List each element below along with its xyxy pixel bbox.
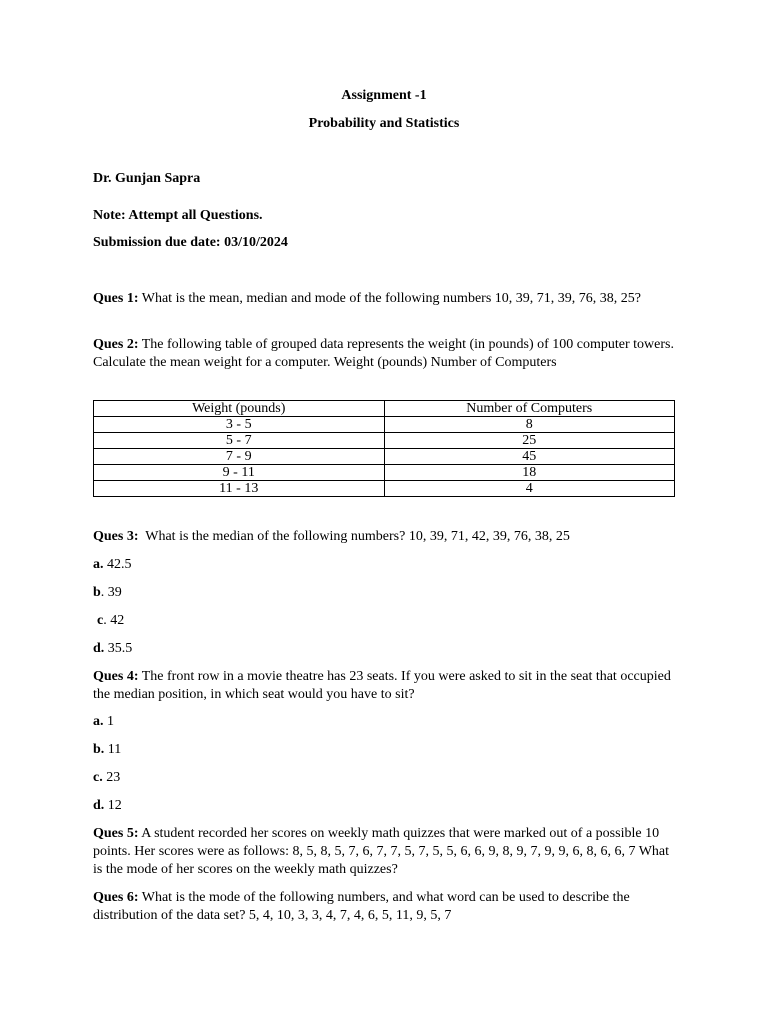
course-title: Probability and Statistics bbox=[308, 116, 460, 131]
question-2-text: The following table of grouped data represents the weight (in pounds) of 100 computer towers. Calculate the mean weight for a computer. Weight (pounds) Number of Computers bbox=[93, 337, 674, 370]
question-4-label: Ques 4: bbox=[93, 669, 139, 684]
question-4-option-c bbox=[93, 769, 675, 787]
question-3-option-c bbox=[97, 612, 679, 630]
question-6-text: What is the mode of the following numbers, and what word can be used to describe the distribution of the data set? 5, 4, 10, 3, 3, 4, 7, 4, 6, 5, 11, 9, 5, 7 bbox=[93, 890, 630, 923]
question-3-option-d bbox=[93, 640, 675, 658]
option-key: d. bbox=[93, 641, 105, 656]
option-text: 35.5 bbox=[104, 641, 133, 656]
option-text: 11 bbox=[104, 742, 122, 757]
option-text: 1 bbox=[103, 714, 114, 729]
option-text: . 39 bbox=[100, 585, 122, 600]
table-cell-weight: 9 - 11 bbox=[94, 465, 385, 481]
weight-table bbox=[93, 400, 675, 497]
table-row bbox=[94, 433, 675, 449]
table-header-weight: Weight (pounds) bbox=[94, 401, 385, 417]
table-header-count: Number of Computers bbox=[384, 401, 675, 417]
option-key: c. bbox=[93, 770, 103, 785]
option-text: 42.5 bbox=[103, 557, 132, 572]
table-row bbox=[94, 449, 675, 465]
option-key: a. bbox=[93, 714, 104, 729]
due-date: Submission due date: 03/10/2024 bbox=[93, 235, 288, 250]
table-cell-weight: 7 - 9 bbox=[94, 449, 385, 465]
option-key: b bbox=[93, 585, 101, 600]
question-4 bbox=[93, 668, 675, 704]
question-4-option-b bbox=[93, 741, 675, 759]
option-key: d. bbox=[93, 798, 105, 813]
table-row bbox=[94, 417, 675, 433]
question-3 bbox=[93, 528, 675, 546]
author-name: Dr. Gunjan Sapra bbox=[93, 171, 201, 186]
instructions-note: Note: Attempt all Questions. bbox=[93, 208, 263, 223]
option-text: 23 bbox=[102, 770, 121, 785]
question-1 bbox=[93, 290, 675, 308]
table-cell-count: 8 bbox=[384, 417, 675, 433]
question-1-text: What is the mean, median and mode of the following numbers 10, 39, 71, 39, 76, 38, 25? bbox=[138, 291, 641, 306]
option-text: . 42 bbox=[103, 613, 125, 628]
table-cell-weight: 11 - 13 bbox=[94, 481, 385, 497]
table-row bbox=[94, 465, 675, 481]
question-3-option-a bbox=[93, 556, 675, 574]
question-3-text: What is the median of the following numbers? 10, 39, 71, 42, 39, 76, 38, 25 bbox=[138, 529, 570, 544]
table-header-row bbox=[94, 401, 675, 417]
assignment-title: Assignment -1 bbox=[341, 88, 427, 103]
question-4-option-a bbox=[93, 713, 675, 731]
option-text: 12 bbox=[104, 798, 122, 813]
option-key: a. bbox=[93, 557, 104, 572]
table-cell-weight: 3 - 5 bbox=[94, 417, 385, 433]
table-cell-weight: 5 - 7 bbox=[94, 433, 385, 449]
question-5-text: A student recorded her scores on weekly math quizzes that were marked out of a possible 10 points. Her scores were as follows: 8, 5, 8, 5, 7, 6, 7, 7, 5, 7, 5, 5, 6, 6, 9, 8, 9, 7, 9, 9, 6, 8, 6, 6, 7 What is the mode of her scores on the weekly math quizzes? bbox=[93, 826, 670, 877]
question-2-label: Ques 2: bbox=[93, 337, 139, 352]
question-2 bbox=[93, 336, 675, 372]
table-cell-count: 25 bbox=[384, 433, 675, 449]
question-4-option-d bbox=[93, 797, 675, 815]
question-6-label: Ques 6: bbox=[93, 890, 139, 905]
question-1-label: Ques 1: bbox=[93, 291, 139, 306]
option-key: c bbox=[97, 613, 104, 628]
question-4-text: The front row in a movie theatre has 23 seats. If you were asked to sit in the seat that occupied the median position, in which seat would you have to sit? bbox=[93, 669, 671, 702]
table-cell-count: 4 bbox=[384, 481, 675, 497]
table-row bbox=[94, 481, 675, 497]
weight-table-wrapper bbox=[93, 400, 675, 497]
question-3-option-b bbox=[93, 584, 675, 602]
question-6 bbox=[93, 889, 675, 925]
question-5 bbox=[93, 825, 675, 879]
option-key: b. bbox=[93, 742, 105, 757]
question-3-label: Ques 3: bbox=[93, 529, 139, 544]
question-5-label: Ques 5: bbox=[93, 826, 139, 841]
table-cell-count: 18 bbox=[384, 465, 675, 481]
table-cell-count: 45 bbox=[384, 449, 675, 465]
